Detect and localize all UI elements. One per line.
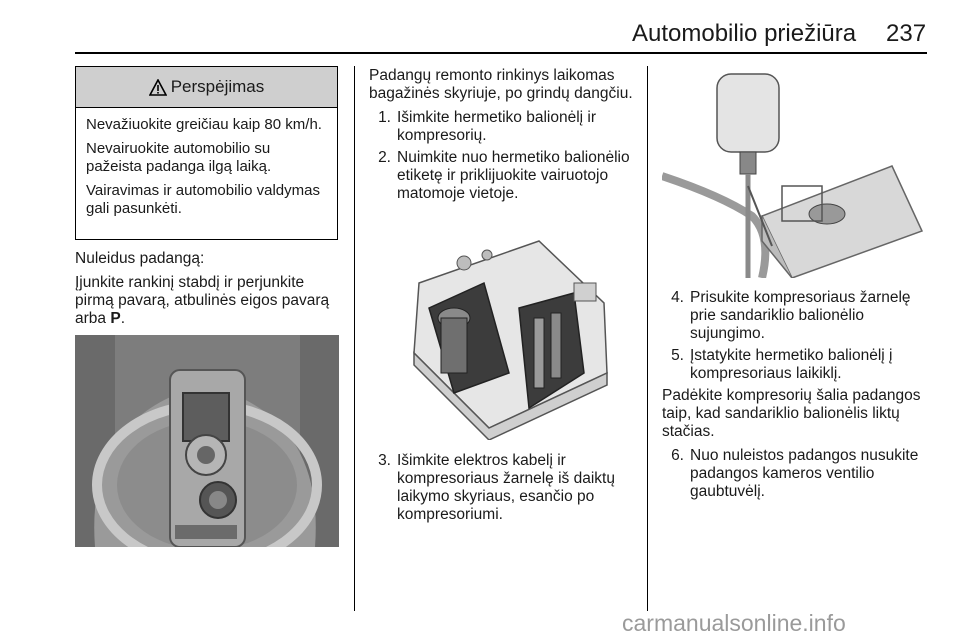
page-header-title: Automobilio priežiūra <box>632 20 857 47</box>
column-2-text <box>369 67 637 207</box>
step-5-note: Padėkite kompresorių šalia padangos taip, kad sandariklio balionėlis liktų stačias. <box>662 387 921 440</box>
step-2: 2. Nuimkite nuo hermetiko balionėlio etiketę ir priklijuokite vairuotojo matomoje vietoje. <box>378 149 630 202</box>
column-1-text <box>75 250 340 334</box>
header-rule <box>75 52 927 54</box>
watermark: carmanualsonline.info <box>622 610 846 636</box>
repair-kit-image <box>369 223 632 440</box>
flat-tire-intro: Nuleidus padangą: <box>75 250 205 267</box>
warning-line: Vairavimas ir automobilio valdymas gali pasunkėti. <box>86 182 320 217</box>
step-1: 1. Išimkite hermetiko balionėlį ir kompresorių. <box>378 109 596 144</box>
warning-header <box>76 67 337 108</box>
step-5: 5. Įstatykite hermetiko balionėlį į kompresoriaus laikiklį. <box>671 347 893 382</box>
column-divider-2 <box>647 66 648 611</box>
page-number: 237 <box>886 20 927 47</box>
warning-line: Nevairuokite automobilio su pažeista padanga ilgą laiką. <box>86 140 272 175</box>
compressor-illustration <box>662 66 926 278</box>
compressor-image <box>662 66 926 278</box>
kit-location-intro: Padangų remonto rinkinys laikomas bagažinės skyriuje, po grindų dangčiu. <box>369 67 633 102</box>
park-position-label: P <box>110 310 121 327</box>
step-4: 4. Prisukite kompresoriaus žarnelę prie sandariklio balionėlio sujungimo. <box>671 289 911 342</box>
column-2-text-lower <box>369 452 637 528</box>
handbrake-paragraph: Įjunkite rankinį stabdį ir perjunkite pirmą pavarą, atbulinės eigos pavarą arba P. <box>75 274 330 327</box>
trunk-floor-image <box>75 335 339 547</box>
step-6: 6. Nuo nuleistos padangos nusukite padangos kameros ventilio gaubtuvėlį. <box>671 447 919 500</box>
warning-triangle-icon <box>149 79 167 96</box>
warning-title: Perspėjimas <box>170 77 265 96</box>
column-divider-1 <box>354 66 355 611</box>
column-3-text <box>662 289 928 505</box>
warning-line: Nevažiuokite greičiau kaip 80 km/h. <box>86 116 322 133</box>
step-3: 3. Išimkite elektros kabelį ir kompresoriaus žarnelę iš daiktų laikymo skyriaus, esančio po kompresoriumi. <box>378 452 615 523</box>
trunk-floor-illustration <box>75 335 339 547</box>
repair-kit-illustration <box>369 223 632 440</box>
warning-box <box>75 66 338 240</box>
